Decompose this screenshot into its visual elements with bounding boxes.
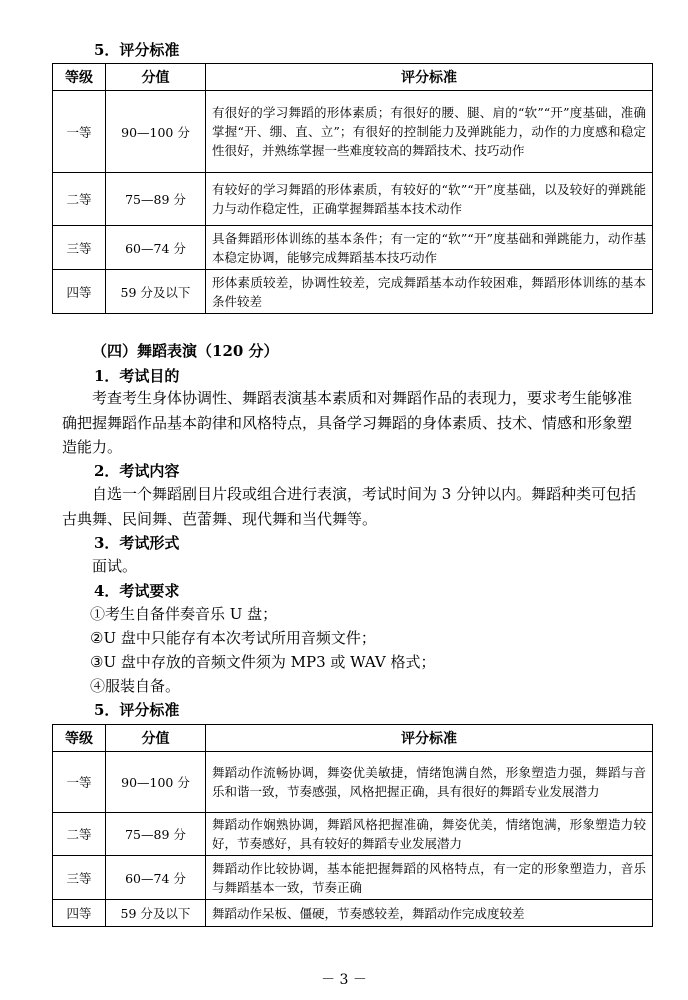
grade-cell: 三等	[53, 856, 106, 900]
grade-cell: 四等	[53, 270, 106, 314]
requirement-item: ②U 盘中只能存有本次考试所用音频文件；	[90, 629, 376, 647]
table-row	[53, 270, 653, 314]
header-score: 分值	[106, 64, 206, 91]
section-heading-scoring-1: 5．评分标准	[94, 41, 180, 59]
table-row	[53, 91, 653, 173]
exam-form-text: 面试。	[92, 557, 138, 575]
score-cell: 90—100 分	[106, 752, 206, 813]
score-cell: 90—100 分	[106, 91, 206, 173]
table-row	[53, 752, 653, 813]
grade-cell: 一等	[53, 752, 106, 813]
grade-cell: 二等	[53, 813, 106, 856]
requirement-item: ①考生自备伴奏音乐 U 盘；	[90, 605, 278, 623]
criteria-cell: 舞蹈动作流畅协调，舞姿优美敏捷，情绪饱满自然，形象塑造力强，舞蹈与音乐和谐一致，节奏感强，风格把握正确，具有很好的舞蹈专业发展潜力	[206, 752, 653, 813]
heading-exam-purpose: 1．考试目的	[94, 367, 180, 385]
score-cell: 59 分及以下	[106, 900, 206, 927]
grade-cell: 二等	[53, 173, 106, 226]
criteria-cell: 舞蹈动作呆板、僵硬，节奏感较差，舞蹈动作完成度较差	[206, 900, 653, 927]
requirement-item: ④服装自备。	[90, 677, 181, 695]
score-cell: 60—74 分	[106, 226, 206, 270]
criteria-cell: 舞蹈动作比较协调，基本能把握舞蹈的风格特点，有一定的形象塑造力，音乐与舞蹈基本一致，节奏正确	[206, 856, 653, 900]
requirement-item: ③U 盘中存放的音频文件须为 MP3 或 WAV 格式；	[90, 653, 436, 671]
scoring-table-2	[52, 724, 653, 927]
exam-content-text: 自选一个舞蹈剧目片段或组合进行表演，考试时间为 3 分钟以内。舞蹈种类可包括古典舞、民间舞、芭蕾舞、现代舞和当代舞等。	[62, 485, 637, 528]
grade-cell: 三等	[53, 226, 106, 270]
header-grade: 等级	[53, 64, 106, 91]
header-grade: 等级	[53, 725, 106, 752]
exam-purpose-text: 考查考生身体协调性、舞蹈表演基本素质和对舞蹈作品的表现力，要求考生能够准确把握舞蹈作品基本韵律和风格特点，具备学习舞蹈的身体素质、技术、情感和形象塑造能力。	[62, 389, 633, 456]
header-criteria: 评分标准	[206, 725, 653, 752]
header-score: 分值	[106, 725, 206, 752]
heading-exam-content: 2．考试内容	[94, 462, 180, 480]
criteria-cell: 有很好的学习舞蹈的形体素质；有很好的腰、腿、肩的“软”“开”度基础，准确掌握“开、绷、直、立”；有很好的控制能力及弹跳能力，动作的力度感和稳定性很好，并熟练掌握一些难度较高的舞蹈技术、技巧动作	[206, 91, 653, 173]
grade-cell: 一等	[53, 91, 106, 173]
table-row	[53, 173, 653, 226]
score-cell: 75—89 分	[106, 813, 206, 856]
scoring-table-1	[52, 63, 653, 314]
page-number: － 3 －	[321, 972, 367, 988]
criteria-cell: 有较好的学习舞蹈的形体素质，有较好的“软”“开”度基础，以及较好的弹跳能力与动作稳定性，正确掌握舞蹈基本技术动作	[206, 173, 653, 226]
criteria-cell: 具备舞蹈形体训练的基本条件；有一定的“软”“开”度基础和弹跳能力，动作基本稳定协调，能够完成舞蹈基本技巧动作	[206, 226, 653, 270]
criteria-cell: 舞蹈动作娴熟协调，舞蹈风格把握准确，舞姿优美，情绪饱满，形象塑造力较好，节奏感好，具有较好的舞蹈专业发展潜力	[206, 813, 653, 856]
score-cell: 75—89 分	[106, 173, 206, 226]
grade-cell: 四等	[53, 900, 106, 927]
table-row	[53, 226, 653, 270]
table-row	[53, 813, 653, 856]
section-heading-scoring-2: 5．评分标准	[94, 701, 180, 719]
table-row	[53, 856, 653, 900]
score-cell: 60—74 分	[106, 856, 206, 900]
section-title-dance-performance: （四）舞蹈表演（120 分）	[92, 342, 279, 360]
header-criteria: 评分标准	[206, 64, 653, 91]
score-cell: 59 分及以下	[106, 270, 206, 314]
criteria-cell: 形体素质较差，协调性较差，完成舞蹈基本动作较困难，舞蹈形体训练的基本条件较差	[206, 270, 653, 314]
heading-exam-requirements: 4．考试要求	[94, 582, 180, 600]
heading-exam-form: 3．考试形式	[94, 534, 180, 552]
table-row	[53, 900, 653, 927]
